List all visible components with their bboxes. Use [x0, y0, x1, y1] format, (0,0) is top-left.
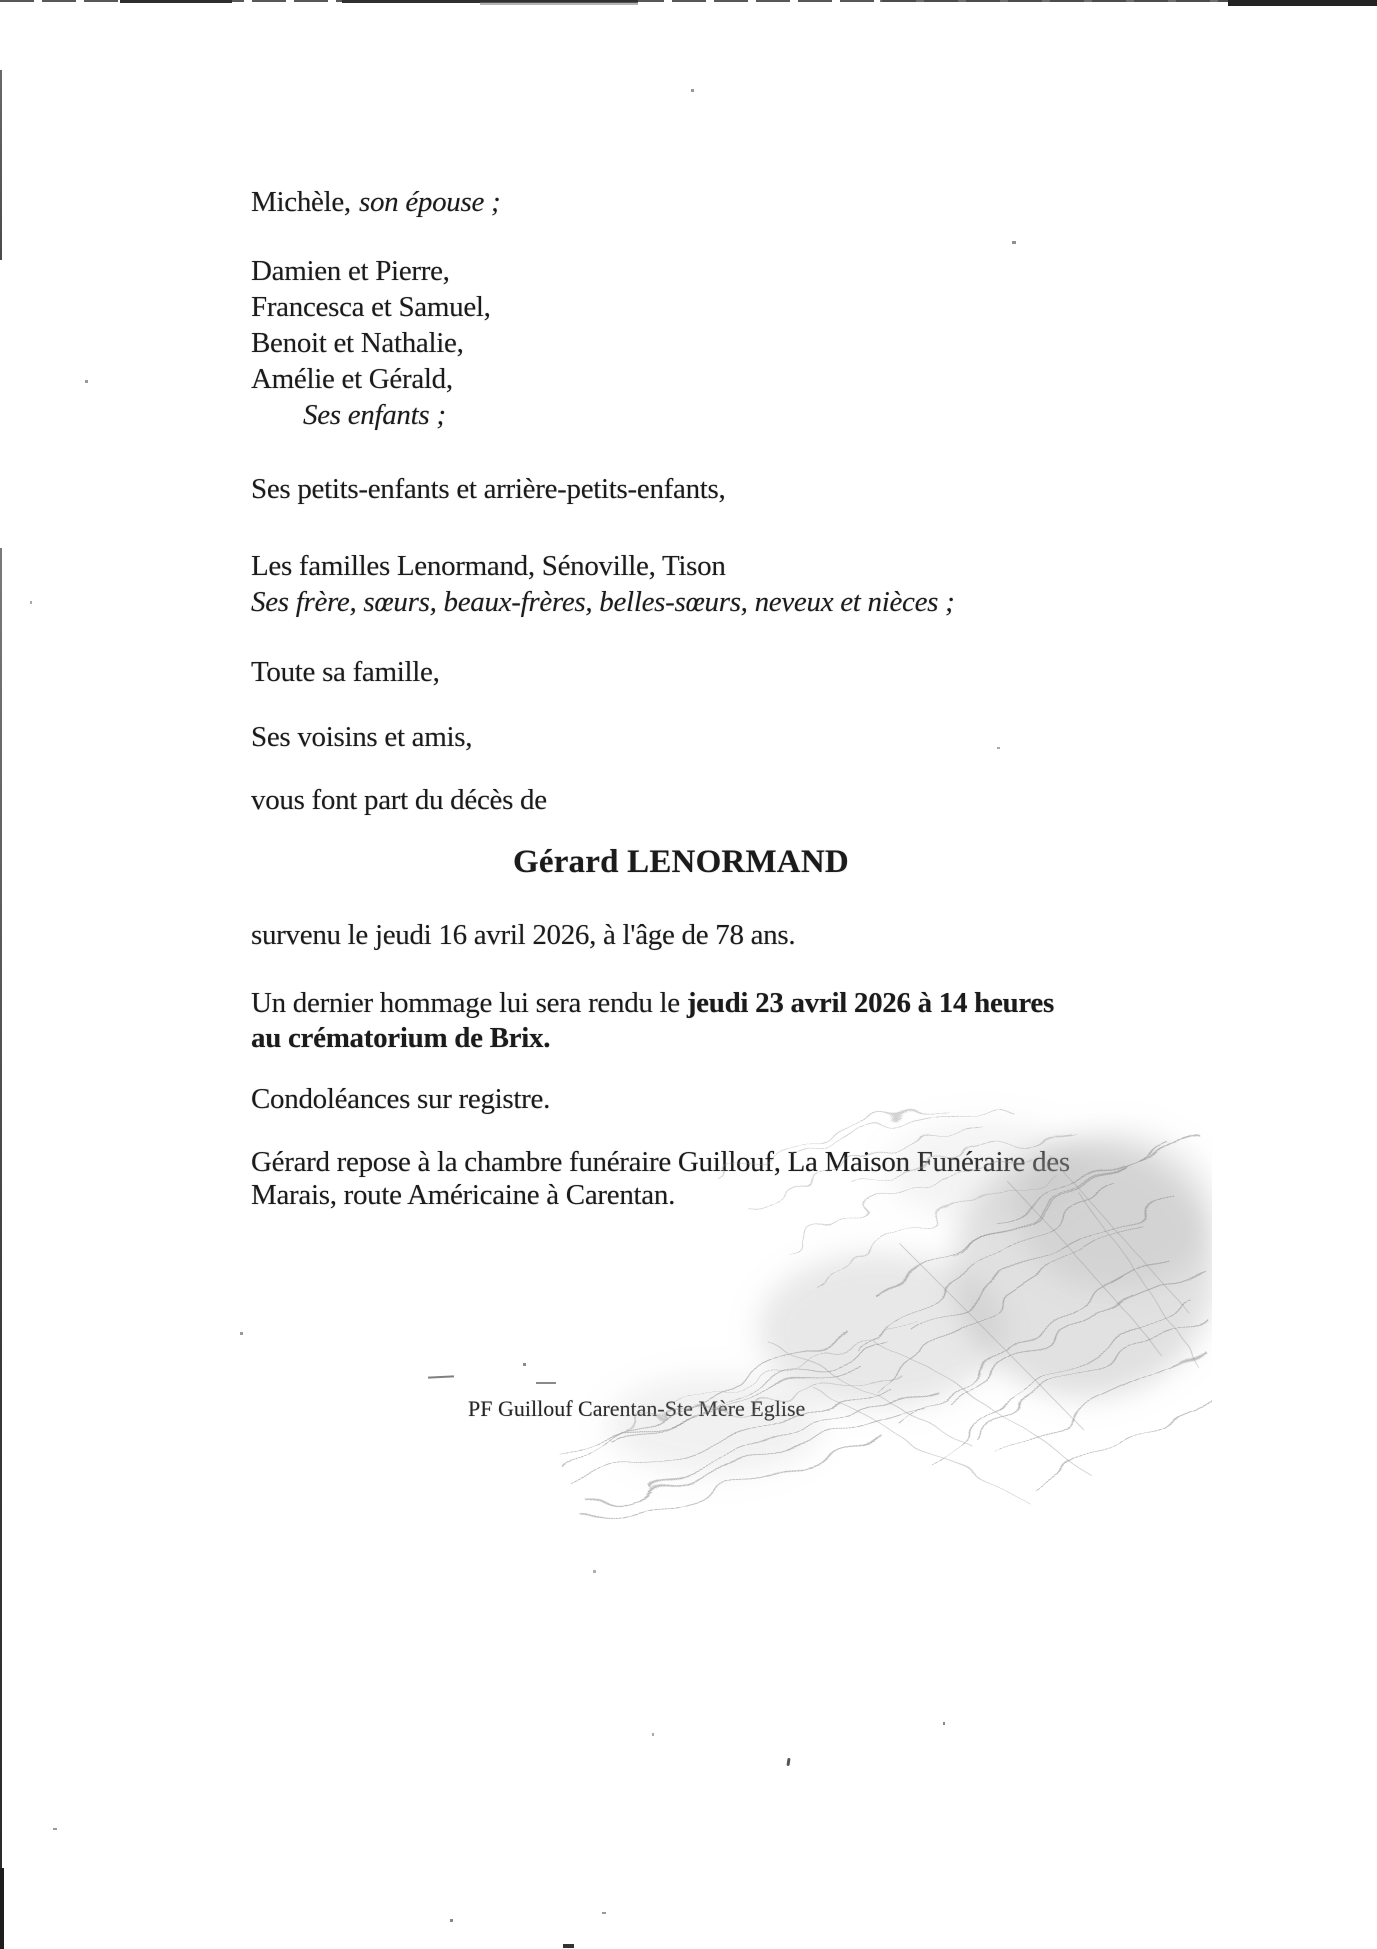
scan-speck — [943, 1722, 945, 1725]
scan-speck — [652, 1733, 654, 1736]
tribute-datetime: jeudi 23 avril 2026 à 14 heures — [686, 987, 1054, 1019]
child-line: Benoit et Nathalie, — [251, 327, 464, 359]
scan-speck — [450, 1919, 453, 1922]
scan-speck — [786, 1758, 790, 1766]
spouse-name: Michèle, — [251, 186, 351, 218]
scan-edge-left-bottom-bar — [0, 1868, 4, 1949]
child-line: Francesca et Samuel, — [251, 291, 491, 323]
scan-edge-top-segment — [342, 0, 638, 3]
scan-edge-left-upper — [0, 70, 2, 260]
scan-speck — [240, 1332, 243, 1335]
tribute-place: au crématorium de Brix. — [251, 1022, 551, 1054]
condolences-line: Condoléances sur registre. — [251, 1083, 551, 1115]
scan-pencil-dash — [536, 1382, 556, 1384]
scan-speck — [997, 747, 1000, 749]
children-label: Ses enfants ; — [303, 399, 446, 431]
grandchildren-line: Ses petits-enfants et arrière-petits-enfants, — [251, 473, 726, 505]
announce-line: vous font part du décès de — [251, 784, 547, 816]
tribute-normal-text: Un dernier hommage lui sera rendu le — [251, 987, 687, 1019]
neighbors-line: Ses voisins et amis, — [251, 721, 473, 753]
repose-line-2: Marais, route Américaine à Carentan. — [251, 1179, 676, 1211]
scan-speck — [602, 1912, 606, 1914]
scan-edge-top-segment — [120, 0, 232, 3]
scan-speck — [85, 380, 88, 383]
scan-edge-top-segment — [880, 0, 1228, 2]
child-line: Amélie et Gérald, — [251, 363, 453, 395]
families-line: Les familles Lenormand, Sénoville, Tison — [251, 550, 726, 582]
scan-edge-top-fuzz — [480, 2, 638, 5]
child-line: Damien et Pierre, — [251, 255, 450, 287]
scan-speck — [523, 1363, 526, 1366]
scan-speck — [563, 1944, 574, 1948]
death-line: survenu le jeudi 16 avril 2026, à l'âge de 78 ans. — [251, 919, 796, 951]
scan-edge-top-line — [0, 0, 1377, 2]
scan-speck — [1012, 241, 1016, 244]
scan-speck — [691, 89, 694, 92]
scan-speck — [53, 1828, 57, 1830]
repose-line-1: Gérard repose à la chambre funéraire Guillouf, La Maison Funéraire des — [251, 1146, 1070, 1178]
children-block — [251, 253, 491, 433]
spouse-line — [251, 185, 500, 220]
spouse-relation: son épouse ; — [358, 186, 501, 218]
scan-pencil-dash — [428, 1375, 454, 1378]
scan-edge-top-right-bar — [1228, 0, 1377, 6]
tribute-line-1 — [251, 986, 1054, 1021]
tribute-block — [251, 986, 1054, 1056]
deceased-name: Gérard LENORMAND — [513, 844, 849, 880]
repose-block — [251, 1146, 1070, 1212]
funeral-home-footer: PF Guillouf Carentan-Ste Mère Eglise — [468, 1396, 806, 1421]
whole-family-line: Toute sa famille, — [251, 656, 440, 688]
scan-speck — [30, 601, 32, 604]
scan-edge-left-lower — [0, 548, 2, 1878]
families-block — [251, 548, 954, 620]
scan-speck — [593, 1570, 596, 1573]
families-relations-line: Ses frère, sœurs, beaux-frères, belles-sœurs, neveux et nièces ; — [251, 586, 955, 618]
